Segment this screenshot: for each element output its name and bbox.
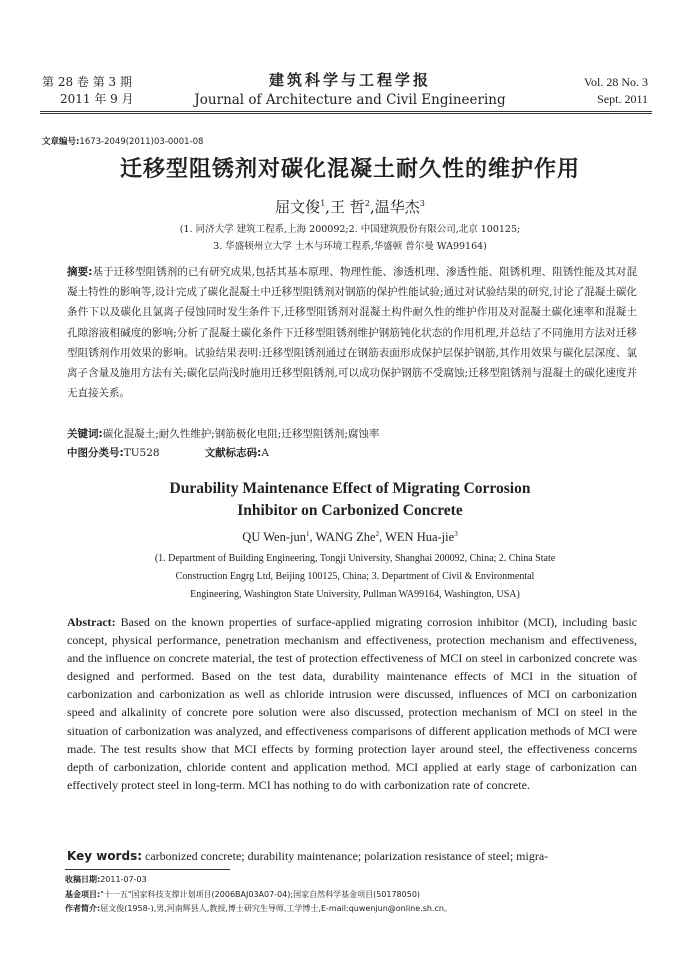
affiliations-cn	[40, 221, 660, 255]
keywords-cn-text: 碳化混凝土;耐久性维护;钢筋极化电阻;迁移型阻锈剂;腐蚀率	[102, 428, 380, 440]
author-cn: 王 哲	[330, 198, 365, 216]
received-label: 收稿日期:	[65, 875, 101, 884]
journal-title	[180, 70, 520, 110]
header-rule-top	[40, 111, 652, 112]
affiliation-line: 3. 华盛顿州立大学 土木与环境工程系,华盛顿 普尔曼 WA99164)	[213, 241, 487, 252]
clc-label: 中图分类号:	[67, 447, 124, 459]
author-sep: ,	[325, 198, 331, 216]
author-sup: 1	[320, 199, 326, 208]
header-rule-bottom	[40, 113, 652, 114]
title-cn: 迁移型阻锈剂对碳化混凝土耐久性的维护作用	[119, 157, 580, 182]
affiliation-line: Engineering, Washington State University, Pullman WA99164, Washington, USA)	[190, 589, 520, 600]
footnote-received	[65, 873, 665, 888]
volume-issue-en: Vol. 28 No. 3	[583, 75, 648, 89]
author-sep: ,	[369, 198, 375, 216]
article-number-label: 文章编号:	[42, 137, 80, 147]
keywords-en	[67, 847, 647, 865]
title-en	[40, 478, 660, 522]
footnote-author	[65, 902, 665, 917]
clc-value: TU528	[123, 447, 160, 459]
author-cn: 温华杰	[374, 198, 420, 216]
author-en: WEN Hua-jie	[385, 530, 455, 545]
author-sup: 3	[419, 199, 425, 208]
fund-value: "十一五"国家科技支撑计划项目(2006BAJ03A07-04);国家自然科学基金项目(50178050)	[100, 889, 421, 899]
abstract-en	[67, 613, 637, 794]
keywords-en-text: carbonized concrete; durability maintenance; polarization resistance of steel; migra-	[145, 849, 549, 863]
journal-title-cn: 建筑科学与工程学报	[268, 71, 431, 89]
journal-title-en: Journal of Architecture and Civil Engineering	[194, 92, 506, 108]
affiliations-en	[90, 550, 620, 604]
doc-code-value: A	[261, 447, 269, 459]
footnotes	[65, 873, 665, 917]
author-sep: ,	[379, 530, 386, 545]
doc-code-label: 文献标志码:	[204, 447, 262, 459]
author-en: QU Wen-jun	[242, 530, 306, 545]
author-sup: 1	[305, 530, 310, 538]
keywords-cn	[67, 425, 647, 443]
abstract-cn	[67, 262, 637, 403]
header-volume-en	[584, 74, 648, 108]
classification-cn	[67, 444, 269, 462]
keywords-en-label: Key words:	[67, 849, 143, 863]
date-en: Sept. 2011	[597, 92, 648, 106]
author-en: WANG Zhe	[315, 530, 376, 545]
affiliation-line: Construction Engrg Ltd, Beijing 100125, China; 3. Department of Civil & Environmental	[175, 571, 535, 582]
affiliation-line: (1. Department of Building Engineering, Tongji University, Shanghai 200092, China; 2. China State	[154, 553, 556, 564]
title-en-line: Durability Maintenance Effect of Migrating Corrosion	[169, 480, 531, 497]
author-sup: 2	[364, 199, 370, 208]
author-bio-value: 屈文俊(1958-),男,河南辉县人,教授,博士研究生导师,工学博士,E-mail:quwenjun@online.sh.cn。	[100, 904, 452, 913]
volume-issue-cn: 第 28 卷 第 3 期	[42, 75, 132, 89]
abstract-en-label: Abstract:	[67, 615, 116, 629]
abstract-cn-label: 摘要:	[67, 266, 93, 278]
received-value: 2011-07-03	[100, 875, 147, 884]
author-sup: 3	[454, 530, 458, 538]
affiliation-line: (1. 同济大学 建筑工程系,上海 200092;2. 中国建筑股份有限公司,北京 100125;	[179, 224, 521, 235]
article-number-value: 1673-2049(2011)03-0001-08	[79, 137, 204, 147]
footnote-fund	[65, 888, 665, 903]
author-bio-label: 作者简介:	[65, 904, 101, 913]
authors-cn	[40, 196, 660, 217]
author-sep: ,	[309, 530, 316, 545]
header-volume-cn	[42, 74, 134, 108]
title-en-line: Inhibitor on Carbonized Concrete	[237, 502, 463, 519]
abstract-en-text: Based on the known properties of surface-applied migrating corrosion inhibitor (MCI), including basic concept, physical performance, penetration mechanism and effectiveness, protection mechanism and effectiveness, and the influence on concrete material, the test of protection effectiveness of MCI on steel in carbonized concrete was designed and performed. Based on the test data, durability maintenance effects of MCI in the situation of carbonization and carbonization as well as chloride intrusion were discussed, influences of MCI on carbonization speed and alkalinity of concrete pore solution were also discussed, protection mechanism of MCI on steel in the situation of carbonization was analyzed, and effectiveness comparisons of different application methods of MCI were made. The test results show that MCI effects by forming protection layer around steel, the effectiveness concerns depth of carbonization, chloride content and application method. MCI applied at early stage of carbonization can effectively protect steel in long-term. MCI has nothing to do with carbonization rate of concrete.	[67, 615, 638, 792]
abstract-cn-text: 基于迁移型阻锈剂的已有研究成果,包括其基本原理、物理性能、渗透机理、渗透性能、阻锈机理、阻锈性能及其对混凝土特性的影响等,设计完成了碳化混凝土中迁移型阻锈剂对钢筋的保护性能试验;通过对试验结果的研究,讨论了混凝土碳化条件下以及碳化且氯离子侵蚀同时发生条件下,迁移型阻锈剂对混凝土构件耐久性的维护作用及对混凝土碳化速率和混凝土孔隙溶液相碱度的影响;分析了混凝土碳化条件下迁移型阻锈剂维护钢筋钝化状态的作用机理,并总结了不同施用方法对迁移型阻锈剂作用效果的影响。试验结果表明:迁移型阻锈剂通过在钢筋表面形成保护层保护钢筋,其作用效果与碳化层深度、氯离子含量及施用方法有关;碳化层尚浅时施用迁移型阻锈剂,可以成功保护钢筋不受腐蚀;迁移型阻锈剂与混凝土的碳化速度并无直接关系。	[67, 266, 637, 400]
footnote-rule	[65, 869, 230, 870]
author-sup: 2	[375, 530, 380, 538]
authors-en	[40, 530, 660, 545]
fund-label: 基金项目:	[65, 889, 101, 899]
article-number	[42, 135, 203, 147]
date-cn: 2011 年 9 月	[60, 92, 134, 106]
author-cn: 屈文俊	[275, 198, 321, 216]
keywords-cn-label: 关键词:	[67, 428, 103, 440]
